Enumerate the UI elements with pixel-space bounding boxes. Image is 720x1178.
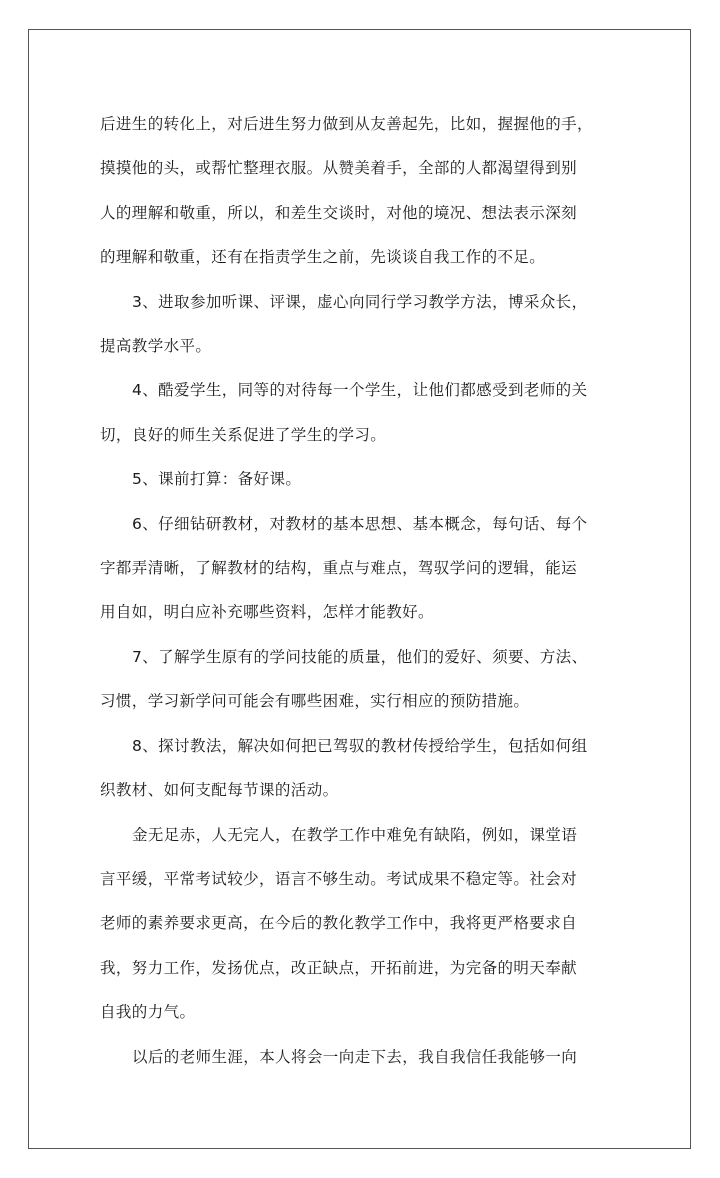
text-line: 织教材、如何支配每节课的活动。 xyxy=(100,781,339,799)
text-line: 8、探讨教法，解决如何把已驾驭的教材传授给学生，包括如何组 xyxy=(132,737,588,755)
text-line: 用自如，明白应补充哪些资料，怎样才能教好。 xyxy=(100,603,434,621)
text-line: 习惯，学习新学问可能会有哪些困难，实行相应的预防措施。 xyxy=(100,692,530,710)
text-line: 的理解和敬重，还有在指责学生之前，先谈谈自我工作的不足。 xyxy=(100,248,546,266)
text-line: 提高教学水平。 xyxy=(100,337,212,355)
text-line: 我，努力工作，发扬优点，改正缺点，开拓前进，为完备的明天奉献 xyxy=(100,959,578,977)
text-line: 3、进取参加听课、评课，虚心向同行学习教学方法，博采众长， xyxy=(132,293,588,311)
text-line: 5、课前打算：备好课。 xyxy=(132,470,302,488)
text-line: 以后的老师生涯，本人将会一向走下去，我自我信任我能够一向 xyxy=(132,1048,578,1066)
text-line: 后进生的转化上，对后进生努力做到从友善起先，比如，握握他的手， xyxy=(100,115,593,133)
text-line: 摸摸他的头，或帮忙整理衣服。从赞美着手，全部的人都渴望得到别 xyxy=(100,159,578,177)
text-line: 4、酷爱学生，同等的对待每一个学生，让他们都感受到老师的关 xyxy=(132,381,588,399)
text-line: 金无足赤，人无完人，在教学工作中难免有缺陷，例如，课堂语 xyxy=(132,826,578,844)
text-line: 人的理解和敬重，所以，和差生交谈时，对他的境况、想法表示深刻 xyxy=(100,204,578,222)
text-line: 言平缓，平常考试较少，语言不够生动。考试成果不稳定等。社会对 xyxy=(100,870,578,888)
text-line: 6、仔细钻研教材，对教材的基本思想、基本概念，每句话、每个 xyxy=(132,515,588,533)
text-line: 自我的力气。 xyxy=(100,1003,196,1021)
text-line: 老师的素养要求更高，在今后的教化教学工作中，我将更严格要求自 xyxy=(100,914,578,932)
text-line: 7、了解学生原有的学问技能的质量，他们的爱好、须要、方法、 xyxy=(132,648,588,666)
document-page xyxy=(28,29,691,1149)
text-line: 切，良好的师生关系促进了学生的学习。 xyxy=(100,426,387,444)
text-line: 字都弄清晰，了解教材的结构，重点与难点，驾驭学问的逻辑，能运 xyxy=(100,559,578,577)
